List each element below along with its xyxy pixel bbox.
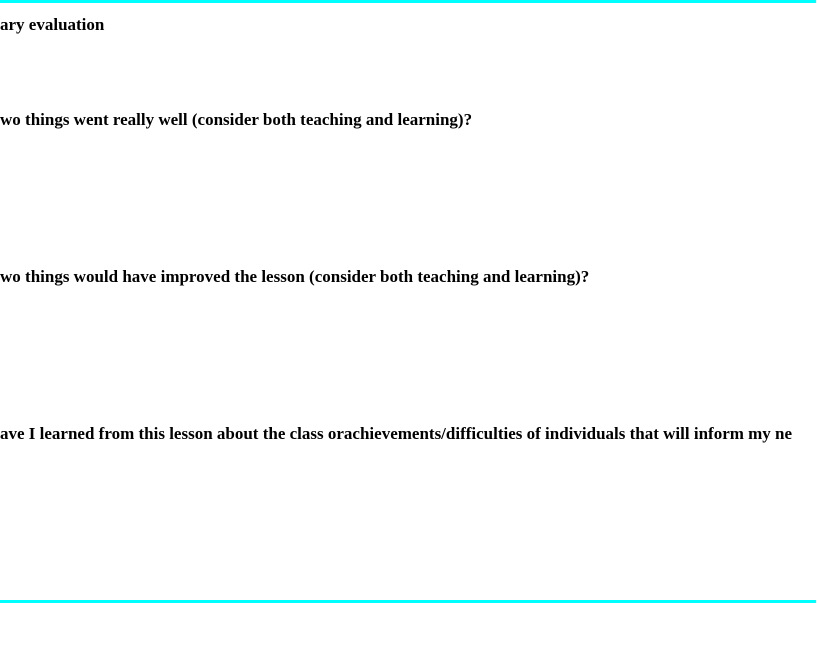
section-heading — [0, 15, 104, 35]
question-lessons-learned — [0, 424, 792, 444]
question-improvements-text: wo things would have improved the lesson (consider both teaching and learning)? — [0, 267, 590, 286]
top-rule — [0, 0, 816, 3]
question-improvements — [0, 267, 589, 287]
bottom-rule — [0, 600, 816, 603]
question-lessons-learned-text: ave I learned from this lesson about the class orachievements/difficulties of individuals that will inform my ne — [0, 424, 793, 443]
question-went-well — [0, 110, 472, 130]
question-went-well-text: wo things went really well (consider both teaching and learning)? — [0, 110, 473, 129]
section-heading-text: ary evaluation — [0, 15, 105, 34]
